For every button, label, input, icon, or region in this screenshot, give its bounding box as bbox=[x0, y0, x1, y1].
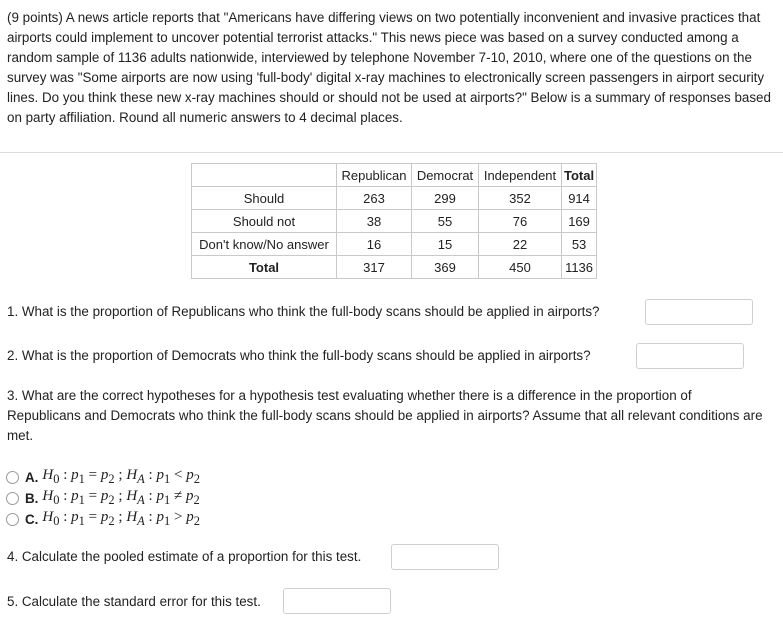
table-cell: 22 bbox=[479, 233, 562, 256]
option-b[interactable] bbox=[6, 488, 200, 508]
problem-intro: (9 points) A news article reports that "Americans have differing views on two potentially inconvenient and invasive practices that airports could implement to uncover potential terrorist attacks." This news piece was based on a survey conducted among a random sample of 1136 adults nationwide, interviewed by telephone November 7-10, 2010, where one of the questions on the survey was "Some airports are now using 'full-body' digital x-ray machines to electronically screen passengers in airport security lines. Do you think these new x-ray machines should or should not be used at airports?" Below is a summary of responses based on party affiliation. Round all numeric answers to 4 decimal places. bbox=[7, 10, 771, 125]
radio-button[interactable] bbox=[6, 513, 19, 526]
row-label: Should bbox=[192, 187, 337, 210]
radio-button[interactable] bbox=[6, 471, 19, 484]
hypothesis-text: $H_0$ : $p_1 = p_2$ ; $H_A$ : $p_1 \ne p_2$ bbox=[42, 488, 200, 507]
row-label: Total bbox=[192, 256, 337, 279]
table-cell: 352 bbox=[479, 187, 562, 210]
table-cell: 55 bbox=[412, 210, 479, 233]
question-4: 4. Calculate the pooled estimate of a proportion for this test. bbox=[7, 549, 362, 564]
answer-input-q1[interactable] bbox=[645, 299, 753, 325]
table-row bbox=[192, 256, 597, 279]
table-cell: 369 bbox=[412, 256, 479, 279]
table-cell: 914 bbox=[562, 187, 597, 210]
table-header-cell: Republican bbox=[337, 164, 412, 187]
hypothesis-text: $H_0$ : $p_1 = p_2$ ; $H_A$ : $p_1 < p_2$ bbox=[42, 467, 200, 486]
table-cell: 15 bbox=[412, 233, 479, 256]
table-cell: 169 bbox=[562, 210, 597, 233]
option-a[interactable] bbox=[6, 467, 200, 487]
option-label: A. bbox=[25, 469, 39, 485]
table-cell: 317 bbox=[337, 256, 412, 279]
table-cell: 16 bbox=[337, 233, 412, 256]
table-cell: 450 bbox=[479, 256, 562, 279]
table-row bbox=[192, 233, 597, 256]
option-label: C. bbox=[25, 511, 39, 527]
table-header-cell: Democrat bbox=[412, 164, 479, 187]
table-cell: 299 bbox=[412, 187, 479, 210]
table-cell: 263 bbox=[337, 187, 412, 210]
divider bbox=[0, 152, 783, 153]
table-header-cell: Independent bbox=[479, 164, 562, 187]
table-row bbox=[192, 210, 597, 233]
answer-input-q2[interactable] bbox=[636, 343, 744, 369]
row-label: Should not bbox=[192, 210, 337, 233]
summary-table bbox=[191, 163, 597, 279]
question-1: 1. What is the proportion of Republicans who think the full-body scans should be applied in airports? bbox=[7, 304, 600, 319]
question-3: 3. What are the correct hypotheses for a hypothesis test evaluating whether there is a difference in the proportion of Republicans and Democrats who think the full-body scans should be applied in airports? Assume that all relevant conditions are met. bbox=[7, 388, 763, 443]
table-header-cell bbox=[192, 164, 337, 187]
table-header-row bbox=[192, 164, 597, 187]
table-row bbox=[192, 187, 597, 210]
option-c[interactable] bbox=[6, 509, 200, 529]
table-cell: 53 bbox=[562, 233, 597, 256]
relation-symbol: < bbox=[173, 467, 183, 483]
table-cell: 1136 bbox=[562, 256, 597, 279]
table-header-cell: Total bbox=[562, 164, 597, 187]
option-label: B. bbox=[25, 490, 39, 506]
hypothesis-text: $H_0$ : $p_1 = p_2$ ; $H_A$ : $p_1 > p_2$ bbox=[42, 509, 200, 528]
answer-input-q5[interactable] bbox=[283, 588, 391, 614]
row-label: Don't know/No answer bbox=[192, 233, 337, 256]
table-cell: 76 bbox=[479, 210, 562, 233]
answer-input-q4[interactable] bbox=[391, 544, 499, 570]
question-5: 5. Calculate the standard error for this test. bbox=[7, 594, 261, 609]
relation-symbol: > bbox=[173, 509, 183, 525]
relation-symbol: ≠ bbox=[173, 488, 183, 504]
table-cell: 38 bbox=[337, 210, 412, 233]
radio-button[interactable] bbox=[6, 492, 19, 505]
question-2: 2. What is the proportion of Democrats who think the full-body scans should be applied in airports? bbox=[7, 348, 591, 363]
